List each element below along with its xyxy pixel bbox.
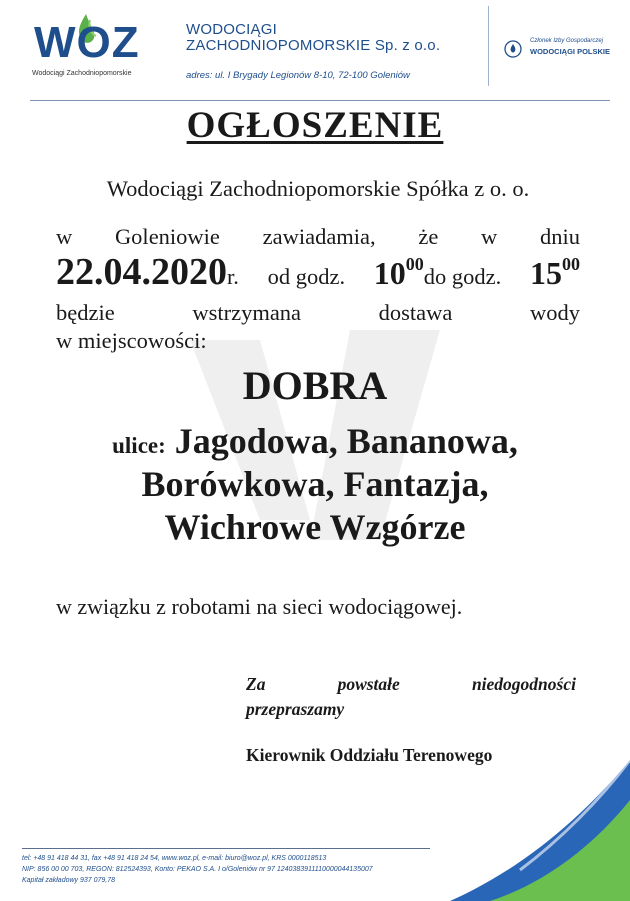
footer-contact: tel: +48 91 418 44 31, fax +48 91 418 24 54, www.woz.pl, e-mail: biuro@woz.pl, KRS 0000118513	[22, 855, 327, 862]
to-hour: $15^{00}$	[530, 254, 580, 291]
word: wstrzymana	[192, 300, 302, 325]
logo-caption: Wodociągi Zachodniopomorskie	[32, 70, 132, 77]
word: Goleniowie	[114, 224, 220, 249]
notice-line-locality: w miejscowości:	[56, 328, 207, 353]
word: w	[56, 224, 73, 249]
company-name	[186, 22, 440, 54]
notice-line-company: Wodociągi Zachodniopomorskie Spółka z o. o.	[106, 176, 530, 201]
from-label: od godz.	[267, 264, 346, 289]
word: że	[418, 224, 439, 249]
notice-line-date	[56, 250, 580, 294]
word: dniu	[539, 224, 580, 249]
header-divider	[488, 6, 489, 86]
word: dostawa	[378, 300, 453, 325]
notice-title: OGŁOSZENIE	[186, 105, 444, 146]
word: będzie	[56, 300, 115, 325]
from-minutes: 00	[405, 254, 424, 274]
streets-lead: ulice:	[112, 433, 166, 458]
footer-registration: NIP: 856 00 00 703, REGON: 812524393, Konto: PEKAO S.A. I o/Goleniów nr 97 1240383911110000044135007	[22, 866, 373, 873]
water-drop-icon	[504, 40, 522, 58]
notice-reason: w związku z robotami na sieci wodociągowej.	[56, 594, 463, 619]
streets-line1	[0, 420, 630, 467]
word: powstałe	[337, 674, 400, 694]
apology-line1	[246, 674, 576, 695]
word: Za	[246, 674, 266, 694]
logo-text: WOZ	[34, 18, 140, 67]
membership-caption: Członek Izby Gospodarczej	[530, 38, 604, 44]
apology-line2: przepraszamy	[246, 699, 345, 719]
date-group	[56, 250, 239, 294]
date-suffix: r.	[227, 264, 239, 289]
word: zawiadamia,	[262, 224, 376, 249]
streets-list-1: Jagodowa, Bananowa,	[174, 421, 518, 461]
word: w	[481, 224, 498, 249]
company-name-line1: WODOCIĄGI	[186, 21, 277, 38]
signature: Kierownik Oddziału Terenowego	[246, 745, 493, 765]
header-rule	[30, 100, 610, 101]
company-name-line2: ZACHODNIOPOMORSKIE Sp. z o.o.	[186, 37, 441, 54]
to-minutes: 00	[562, 254, 580, 274]
corner-swoosh-icon	[430, 760, 630, 901]
locality-name: DOBRA	[242, 363, 388, 408]
from-time	[374, 254, 502, 292]
footer-capital: Kapitał zakładowy 937 079,78	[22, 877, 116, 884]
company-address: adres: ul. I Brygady Legionów 8-10, 72-100 Goleniów	[186, 70, 410, 81]
footer-rule	[22, 848, 430, 849]
word: niedogodności	[471, 674, 576, 694]
streets-line3: Wichrowe Wzgórze	[164, 507, 466, 547]
membership-org: WODOCIĄGI POLSKIE	[530, 47, 611, 56]
word: wody	[530, 300, 580, 325]
outage-date: 22.04.2020	[56, 251, 227, 293]
notice-line-announce	[56, 224, 580, 250]
from-hour: $10^{00}$	[373, 254, 424, 291]
notice-line-suspension	[56, 300, 580, 326]
membership-badge	[504, 38, 624, 62]
to-label: do godz.	[423, 264, 502, 289]
streets-line2: Borówkowa, Fantazja,	[141, 464, 489, 504]
